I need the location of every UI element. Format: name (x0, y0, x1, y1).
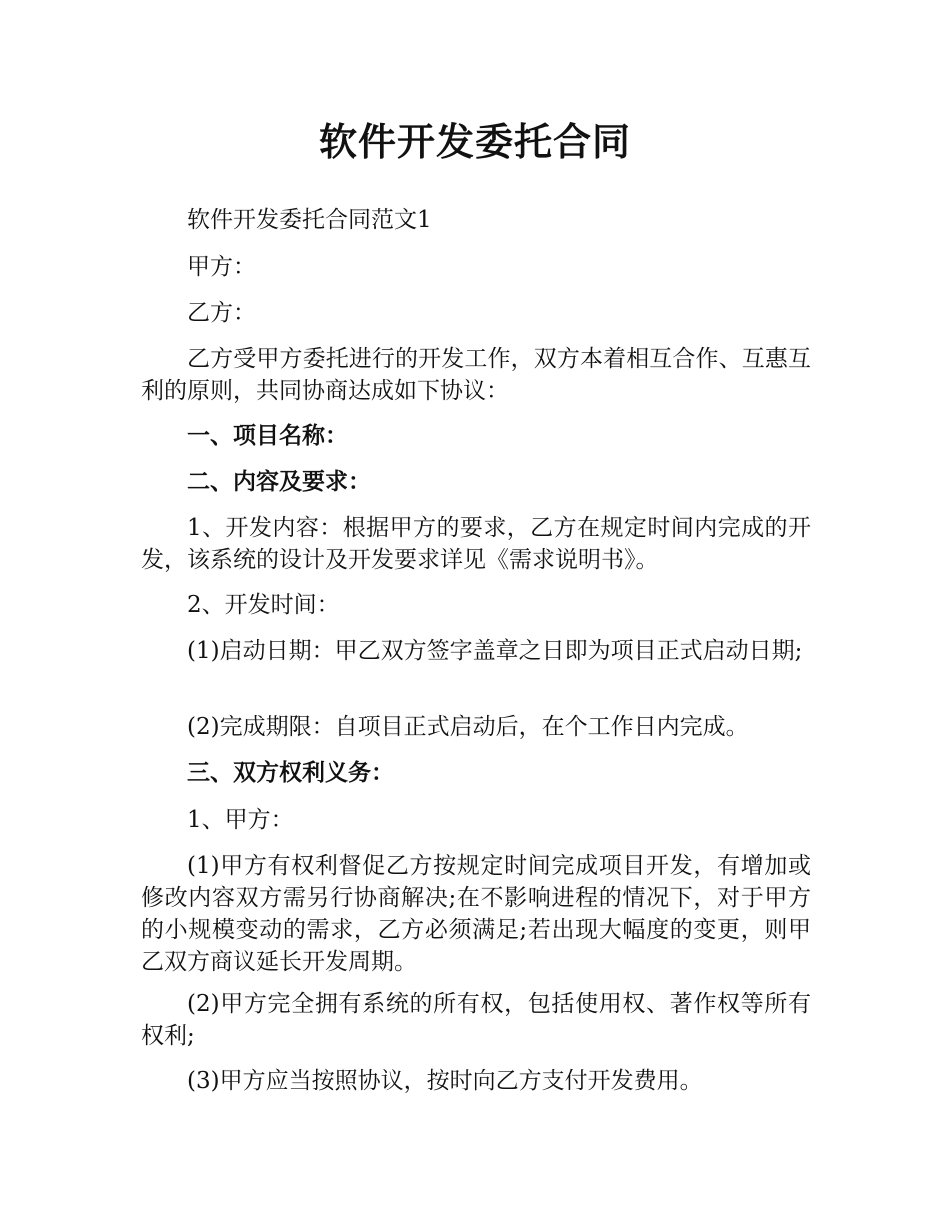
clause-start-date: (1)启动日期：甲乙双方签字盖章之日即为项目正式启动日期; (187, 638, 803, 664)
clause-completion-deadline: (2)完成期限：自项目正式启动后，在个工作日内完成。 (187, 714, 749, 740)
document-title: 软件开发委托合同 (318, 120, 631, 164)
intro-paragraph: 乙方受甲方委托进行的开发工作，双方本着相互合作、互惠互利的原则，共同协商达成如下协议： (141, 346, 811, 404)
party-a-label: 甲方： (187, 254, 256, 280)
clause-party-a-payment: (3)甲方应当按照协议，按时向乙方支付开发费用。 (187, 1068, 703, 1094)
section-heading-rights-obligations: 三、双方权利义务： (187, 760, 394, 786)
party-b-label: 乙方： (187, 300, 256, 326)
document-subtitle: 软件开发委托合同范文1 (187, 207, 432, 233)
clause-development-content: 1、开发内容：根据甲方的要求，乙方在规定时间内完成的开发，该系统的设计及开发要求详见《需求说明书》。 (141, 515, 811, 573)
clause-party-a-ownership: (2)甲方完全拥有系统的所有权，包括使用权、著作权等所有权利; (141, 991, 811, 1049)
clause-development-time: 2、开发时间： (187, 592, 340, 618)
section-heading-content-requirements: 二、内容及要求： (187, 469, 371, 495)
clause-party-a-supervision: (1)甲方有权利督促乙方按规定时间完成项目开发，有增加或修改内容双方需另行协商解决;在不影响进程的情况下，对于甲方的小规模变动的需求，乙方必须满足;若出现大幅度的变更，则甲乙双方商议延长开发周期。 (141, 853, 811, 975)
party-a-subheading: 1、甲方： (187, 807, 294, 833)
section-heading-project-name: 一、项目名称： (187, 423, 348, 449)
